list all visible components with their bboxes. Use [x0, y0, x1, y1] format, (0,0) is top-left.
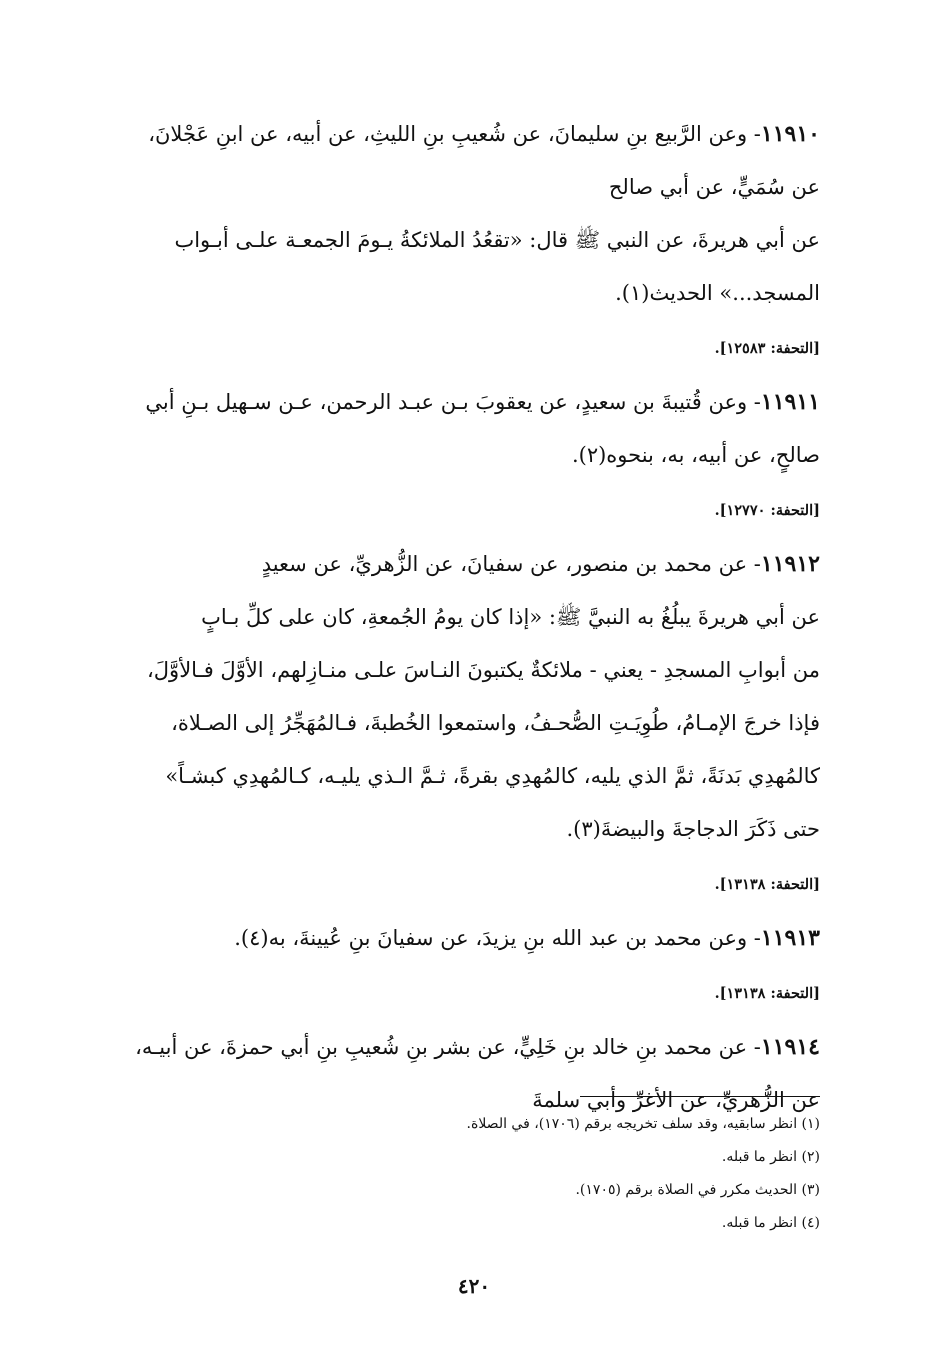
hadith-line — [128, 1021, 820, 1074]
hadith-entry-11911 — [128, 376, 820, 482]
hadith-line — [128, 376, 820, 429]
hadith-entry-11913 — [128, 912, 820, 965]
hadith-number: ١١٩١٣ — [760, 925, 820, 951]
hadith-text: - وعن الرَّبيع بنِ سليمانَ، عن شُعيبِ بنِ الليثِ، عن أبيه، عن ابنِ عَجْلانَ، — [148, 122, 761, 146]
footnote-separator — [580, 1096, 820, 1097]
hadith-line — [128, 108, 820, 161]
hadith-number: ١١٩١٠ — [760, 121, 820, 147]
tuhfa-reference: [التحفة: ١٢٥٨٣]. — [714, 340, 820, 357]
footnote-3: (٣) الحديث مكرر في الصلاة برقم (١٧٠٥). — [575, 1182, 820, 1198]
hadith-line: فإذا خرجَ الإمـامُ، طُوِيَـتِ الصُّحـفُ، واستمعوا الخُطبةَ، فـالمُهَجِّرُ إلى الصـلاة، — [171, 711, 820, 735]
hadith-text: - عن محمد بن منصور، عن سفيانَ، عن الزُّهريِّ، عن سعيدٍ — [261, 552, 761, 576]
hadith-text: - وعن محمد بن عبد الله بنِ يزيدَ، عن سفيانَ بنِ عُيينةَ، به(٤). — [234, 926, 761, 950]
footnotes — [128, 1108, 820, 1240]
footnote-4: (٤) انظر ما قبله. — [721, 1215, 820, 1231]
hadith-number: ١١٩١١ — [760, 389, 820, 415]
hadith-line: عن أبي هريرةَ، عن النبي ﷺ قال: «تقعُدُ الملائكةُ يـومَ الجمعـة علـى أبـواب — [174, 228, 820, 252]
hadith-line: صالحٍ، عن أبيه، به، بنحوه(٢). — [571, 443, 820, 467]
hadith-line — [128, 538, 820, 591]
hadith-number: ١١٩١٢ — [760, 551, 820, 577]
hadith-number: ١١٩١٤ — [760, 1034, 820, 1060]
hadith-line: كالمُهدِي بَدنَةً، ثمَّ الذي يليه، كالمُهدِي بقرةً، ثـمَّ الـذي يليـه، كـالمُهدِي كبشـاً» — [165, 764, 820, 788]
footnote-1: (١) انظر سابقيه، وقد سلف تخريجه برقم (١٧٠٦)، في الصلاة. — [466, 1116, 820, 1132]
page-number: ٤٢٠ — [457, 1274, 491, 1298]
hadith-line — [128, 912, 820, 965]
tuhfa-reference: [التحفة: ١٣١٣٨]. — [714, 876, 820, 893]
hadith-text: - عن محمد بنِ خالد بنِ خَلِيٍّ، عن بشر بنِ شُعيبِ بنِ أبي حمزةَ، عن أبيـه، — [135, 1035, 761, 1059]
hadith-line: عن أبي هريرةَ يبلُغُ به النبيَّ ﷺ: «إذا كان يومُ الجُمعةِ، كان على كلِّ بـابٍ — [201, 605, 820, 629]
tuhfa-reference: [التحفة: ١٢٧٧٠]. — [714, 502, 820, 519]
hadith-text: - وعن قُتيبةَ بن سعيدٍ، عن يعقوبَ بـن عبـد الرحمن، عـن سـهيل بـنِ أبي — [145, 390, 761, 414]
hadith-entry-11910 — [128, 108, 820, 320]
footnote-2: (٢) انظر ما قبله. — [721, 1149, 820, 1165]
hadith-line: حتى ذَكَرَ الدجاجةَ والبيضةَ(٣). — [566, 817, 820, 841]
hadith-line: عن الزُّهريِّ، عن الأغرِّ وأبي سلمةَ — [532, 1088, 820, 1112]
tuhfa-reference: [التحفة: ١٣١٣٨]. — [714, 985, 820, 1002]
hadith-line: عن سُمَيٍّ، عن أبي صالح — [608, 175, 820, 199]
hadith-entry-11912 — [128, 538, 820, 856]
hadith-line: من أبوابِ المسجدِ - يعني - ملائكةٌ يكتبونَ النـاسَ علـى منـازِلهم، الأوَّلَ فـالأوَّلَ، — [147, 658, 820, 682]
hadith-line: المسجد...» الحديث(١). — [615, 281, 820, 305]
